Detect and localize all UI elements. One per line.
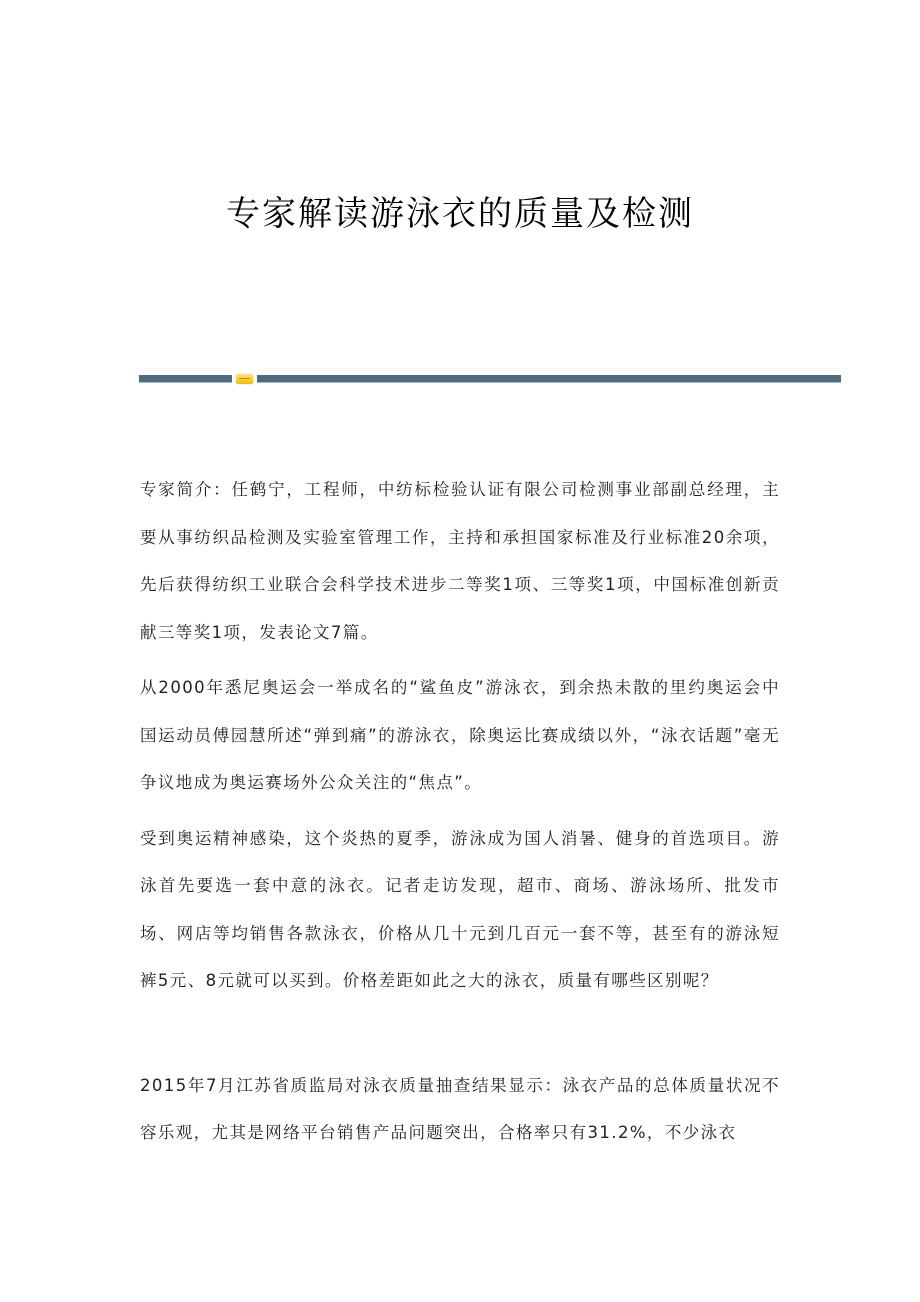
text-line: 游泳首先要选一套中意的泳衣。记者走访发现，超市、商场、游泳场所、批发 — [140, 828, 780, 895]
paragraph-expert-intro — [140, 466, 780, 656]
text-line: 受到奥运精神感染，这个炎热的夏季，游泳成为国人消暑、健身的首选项目。 — [140, 828, 763, 848]
text-line: 项，先后获得纺织工业联合会科学技术进步二等奖1项、三等奖1项，中国标 — [140, 527, 780, 594]
text-line: 2015年7月江苏省质监局对泳衣质量抽查结果显示：泳衣产品的总体质量状况 — [140, 1075, 763, 1095]
title-divider — [139, 374, 841, 384]
text-line: 主要从事纺织品检测及实验室管理工作，主持和承担国家标准及行业标准20余 — [140, 480, 780, 547]
page-title: 专家解读游泳衣的质量及检测 — [226, 194, 694, 234]
paragraph-olympic-swimsuit — [140, 664, 780, 807]
paragraph-quality-inspection — [140, 1062, 780, 1157]
article-body — [140, 466, 780, 1157]
divider-bar-right — [257, 375, 841, 383]
divider-bar-left — [139, 375, 232, 383]
text-line: 市场、网店等均销售各款泳衣，价格从几十元到几百元一套不等，甚至有的游 — [140, 876, 780, 943]
text-line: 专家简介：任鹤宁，工程师，中纺标检验认证有限公司检测事业部副总经理， — [140, 480, 763, 499]
text-line: 中国运动员傅园慧所述“弹到痛”的游泳衣，除奥运比赛成绩以外，“泳衣话 — [140, 678, 780, 745]
text-line: 泳短裤5元、8元就可以买到。价格差距如此之大的泳衣，质量有哪些区别呢？ — [140, 923, 780, 990]
text-line: 从2000年悉尼奥运会一举成名的“鲨鱼皮”游泳衣，到余热未散的里约奥运会 — [140, 678, 763, 697]
paragraph-summer-swimming — [140, 815, 780, 1005]
text-line: 准创新贡献三等奖1项，发表论文7篇。 — [140, 575, 781, 642]
gold-bar-ornament-icon — [236, 374, 253, 384]
text-line: 题”毫无争议地成为奥运赛场外公众关注的“焦点”。 — [140, 725, 780, 792]
text-line: 不容乐观，尤其是网络平台销售产品问题突出，合格率只有31.2%，不少泳衣 — [140, 1075, 780, 1142]
